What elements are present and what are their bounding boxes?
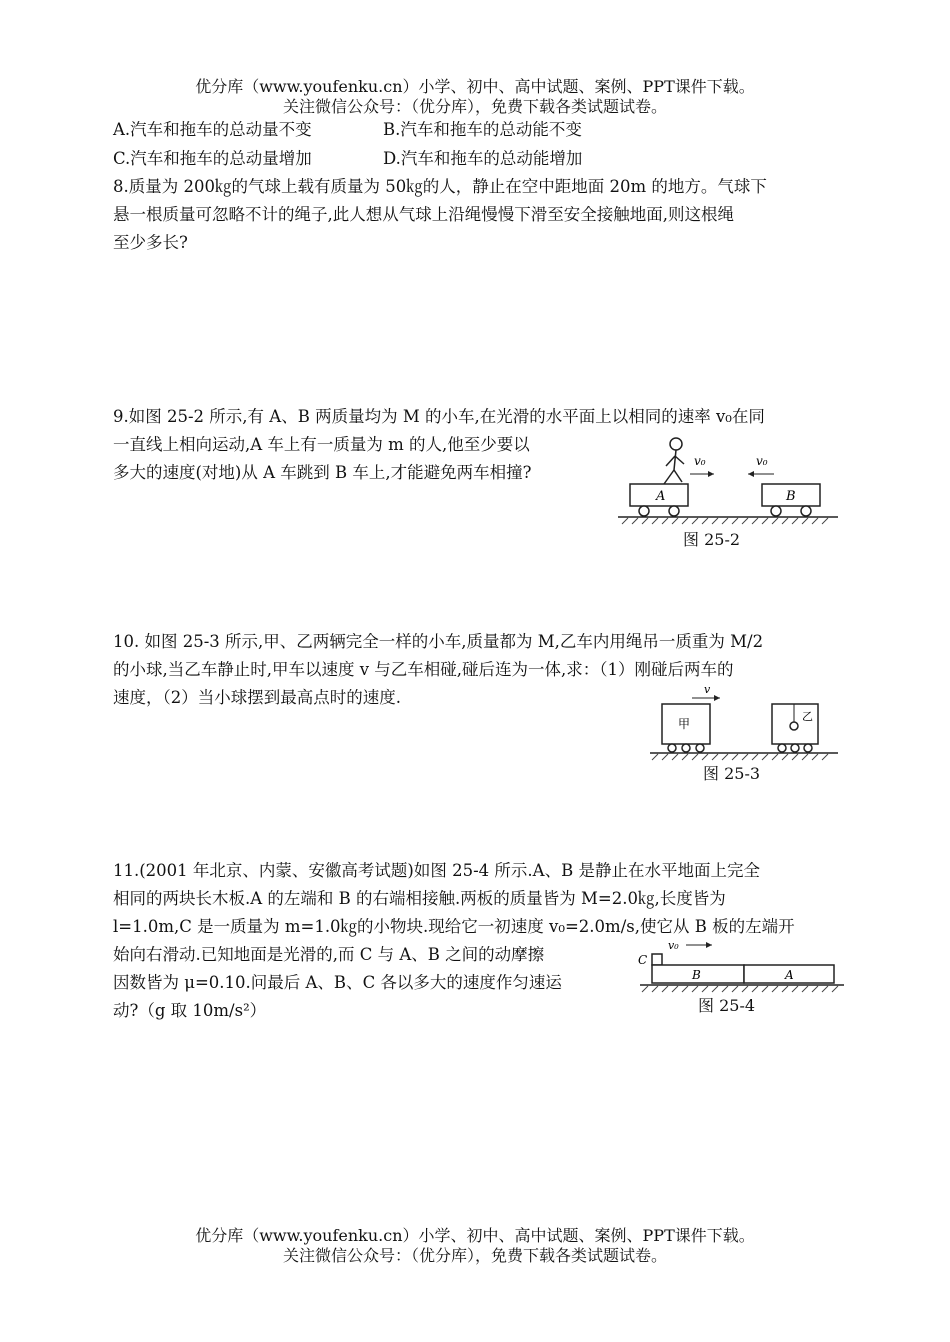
q11-line: 因数皆为 μ=0.10.问最后 A、B、C 各以多大的速度作匀速运 [113,973,562,992]
cart-jia-label: 甲 [678,717,691,731]
block-c-label: C [638,953,648,967]
q11-line: 相同的两块长木板.A 的左端和 B 的右端相接触.两板的质量皆为 M=2.0㎏,长度皆为 [113,889,726,908]
wheel [668,744,676,752]
figure-25-4-caption: 图 25-4 [698,996,756,1015]
figure-25-3-caption: 图 25-3 [703,764,761,783]
cart-yi-label: 乙 [802,710,813,723]
velocity-label-a: v₀ [694,454,706,468]
velocity-label-b: v₀ [756,454,768,468]
q10-line: 的小球,当乙车静止时,甲车以速度 v 与乙车相碰,碰后连为一体,求：（1）刚碰后两车的 [113,660,734,679]
figure-25-2-caption: 图 25-2 [683,530,741,549]
q7-option-a: A.汽车和拖车的总动量不变 [113,120,312,139]
wheel [682,744,690,752]
wheel [669,506,679,516]
q10-line: 10. 如图 25-3 所示,甲、乙两辆完全一样的小车,质量都为 M,乙车内用绳吊一质重为 M/2 [113,632,764,651]
board-a-label: A [785,968,794,982]
q7-option-d: D.汽车和拖车的总动能增加 [383,149,583,168]
wheel [791,744,799,752]
figure-25-3 [648,684,840,766]
header-line-2: 关注微信公众号：（优分库），免费下载各类试题试卷。 [282,97,667,116]
person-figure [664,438,684,484]
q11-line: 始向右滑动.已知地面是光滑的,而 C 与 A、B 之间的动摩擦 [113,945,545,964]
wheel [696,744,704,752]
wheel [801,506,811,516]
block-c [652,954,662,965]
q11-line: l=1.0m,C 是一质量为 m=1.0㎏的小物块.现给它一初速度 v₀=2.0m/s,使它从 B 板的左端开 [113,917,795,936]
cart-b-label: B [786,489,796,504]
q7-option-b: B.汽车和拖车的总动能不变 [383,120,582,139]
velocity-label: v [704,684,711,696]
figure-25-4 [636,938,846,998]
question-8 [113,173,843,257]
ground-hatch [642,986,838,992]
q7-option-c: C.汽车和拖车的总动量增加 [113,149,312,168]
footer-line-1: 优分库（www.youfenku.cn）小学、初中、高中试题、案例、PPT课件下载。 [195,1226,755,1245]
ground-hatch [652,754,828,760]
wheel [804,744,812,752]
wheel [778,744,786,752]
pendulum-ball [790,722,798,730]
figure-25-2 [618,432,840,532]
wheel [771,506,781,516]
q9-line: 9.如图 25-2 所示,有 A、B 两质量均为 M 的小车,在光滑的水平面上以相同的速率 v₀在同 [113,407,765,426]
q11-line: 11.(2001 年北京、内蒙、安徽高考试题)如图 25-4 所示.A、B 是静止在水平地面上完全 [113,861,760,880]
board-b-label: B [692,968,701,982]
q10-line: 速度，（2）当小球摆到最高点时的速度. [113,688,401,707]
q11-line: 动?（g 取 10m/s²） [113,1001,267,1020]
q8-line: 8.质量为 200㎏的气球上载有质量为 50㎏的人，静止在空中距地面 20m 的地方。气球下 [113,177,767,196]
header-line-1: 优分库（www.youfenku.cn）小学、初中、高中试题、案例、PPT课件下载。 [195,77,755,96]
q8-line: 悬一根质量可忽略不计的绳子,此人想从气球上沿绳慢慢下滑至安全接触地面,则这根绳 [113,205,734,224]
q8-line: 至少多长? [113,233,188,252]
footer-line-2: 关注微信公众号：（优分库），免费下载各类试题试卷。 [282,1246,667,1265]
q9-line: 一直线上相向运动,A 车上有一质量为 m 的人,他至少要以 [113,435,530,454]
ground-hatch [622,518,828,524]
q9-line: 多大的速度(对地)从 A 车跳到 B 车上,才能避免两车相撞? [113,463,532,482]
cart-a-label: A [656,489,666,504]
velocity-label: v₀ [668,939,679,952]
wheel [639,506,649,516]
